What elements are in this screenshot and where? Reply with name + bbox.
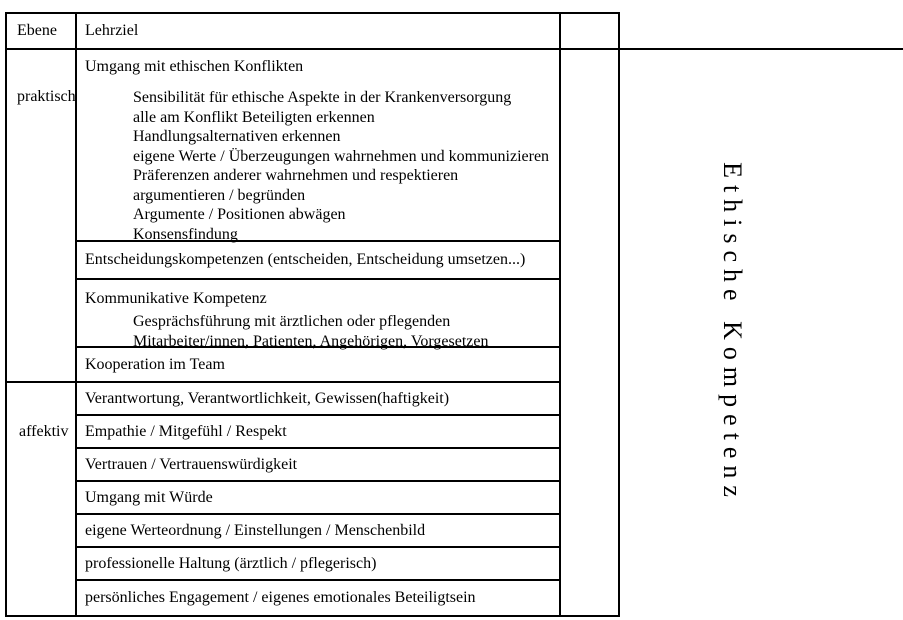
sub-item: eigene Werte / Überzeugungen wahrnehmen und kommunizieren [133, 147, 550, 165]
sub-item-list [133, 88, 559, 244]
header-cell-lehrziel [77, 14, 561, 50]
side-label-cell [561, 50, 903, 615]
lehrziel-row-kooperation [77, 348, 559, 383]
row-title: Vertrauen / Vertrauenswürdigkeit [85, 455, 298, 473]
lehrziel-row-wuerde [77, 482, 559, 515]
competence-table [5, 12, 747, 617]
ebene-cell-affektiv [7, 383, 75, 615]
lehrziel-row-verantwortung [77, 383, 559, 416]
row-title: Empathie / Mitgefühl / Respekt [85, 422, 287, 440]
lehrziel-row-empathie [77, 416, 559, 449]
row-title: Verantwortung, Verantwortlichkeit, Gewissen(haftigkeit) [85, 389, 450, 407]
header-label-lehrziel: Lehrziel [85, 22, 139, 39]
lehrziel-row-vertrauen [77, 449, 559, 482]
row-title: Kooperation im Team [85, 355, 225, 373]
row-title: Entscheidungskompetenzen (entscheiden, Entscheidung umsetzen...) [85, 251, 526, 268]
ebene-label-affektiv: affektiv [19, 423, 69, 440]
sub-item: Sensibilität für ethische Aspekte in der Krankenversorgung [133, 89, 512, 106]
row-title: Kommunikative Kompetenz [85, 290, 267, 307]
lehrziel-row-entscheidungskompetenzen [77, 242, 559, 280]
sub-item: Handlungsalternativen erkennen [133, 128, 341, 145]
header-label-ebene: Ebene [17, 22, 57, 39]
lehrziel-row-umgang-konflikte [77, 50, 559, 242]
row-title: eigene Werteordnung / Einstellungen / Menschenbild [85, 521, 426, 539]
sub-item: Konsensfindung [133, 225, 238, 243]
sub-item: Präferenzen anderer wahrnehmen und respektieren [133, 167, 459, 184]
sub-item-list [133, 312, 559, 351]
lehrziel-row-werteordnung [77, 515, 559, 548]
sub-item: Argumente / Positionen abwägen [133, 206, 346, 223]
sub-item: Mitarbeiter/innen, Patienten, Angehörigen, Vorgesetzen [133, 332, 489, 350]
header-cell-side-empty [561, 14, 903, 50]
ebene-label-praktisch: praktisch [17, 88, 76, 105]
row-title: persönliches Engagement / eigenes emotionales Beteiligtsein [85, 589, 476, 606]
sub-item: Gesprächsführung mit ärztlichen oder pflegenden [133, 313, 451, 330]
ebene-cell-praktisch [7, 50, 75, 383]
lehrziel-row-kommunikative-kompetenz [77, 280, 559, 348]
sub-item: argumentieren / begründen [133, 186, 306, 204]
lehrziel-column [77, 50, 561, 615]
lehrziel-row-engagement [77, 581, 559, 615]
row-title: professionelle Haltung (ärztlich / pflegerisch) [85, 554, 377, 572]
header-cell-ebene [7, 14, 77, 50]
row-title: Umgang mit Würde [85, 488, 213, 506]
lehrziel-row-haltung [77, 548, 559, 581]
row-title: Umgang mit ethischen Konflikten [85, 58, 304, 75]
side-label-ethische-kompetenz: Ethische Kompetenz [717, 161, 747, 504]
sub-item: alle am Konflikt Beteiligten erkennen [133, 108, 375, 126]
ebene-column [7, 50, 77, 615]
